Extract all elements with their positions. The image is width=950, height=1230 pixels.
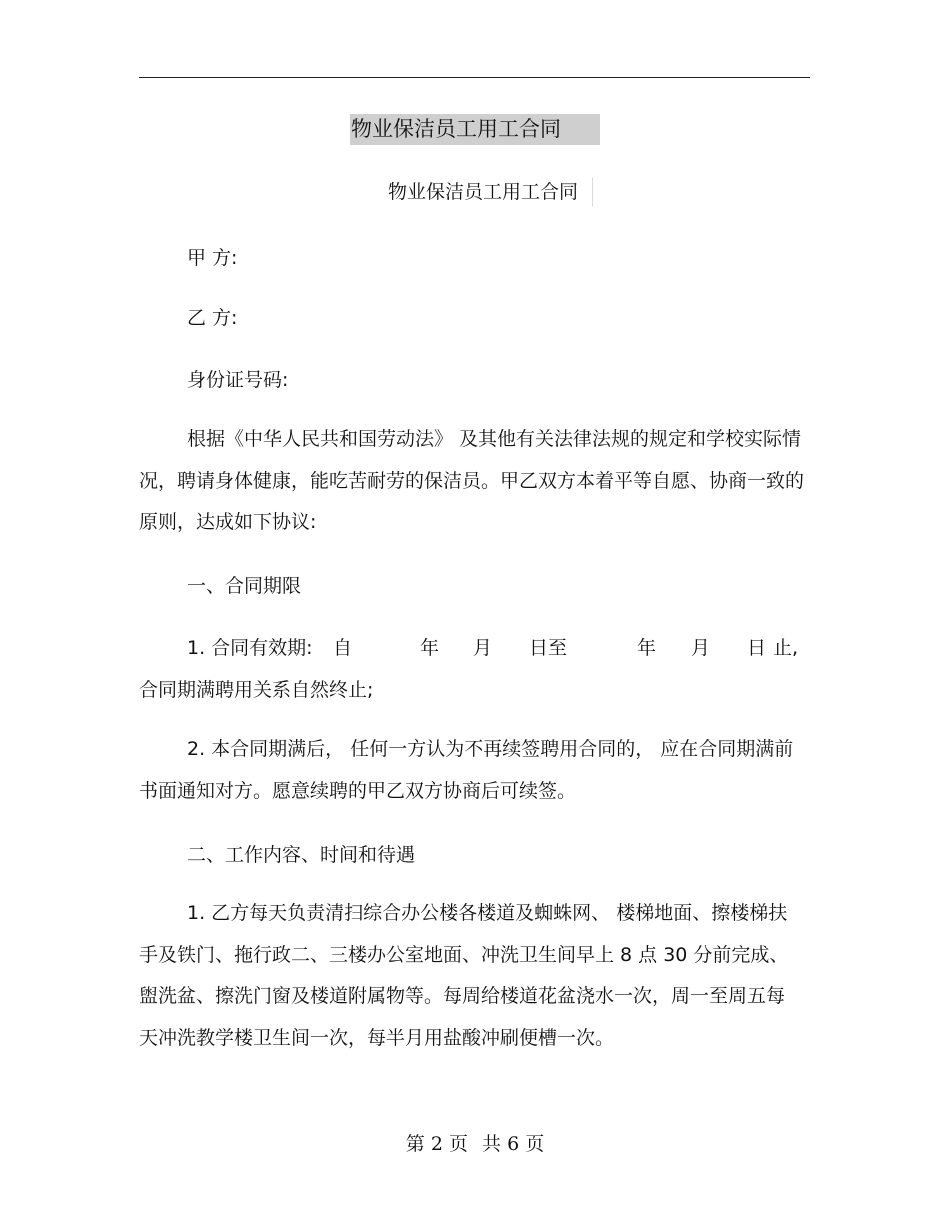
page-footer xyxy=(0,1130,950,1158)
footer-total-word: 共 xyxy=(482,1133,502,1155)
id-number-label: 身份证号码: xyxy=(187,369,289,391)
period-prefix: 1. 合同有效期: xyxy=(187,637,313,659)
period-month-1: 月 xyxy=(473,637,493,659)
party-b-label: 乙 方: xyxy=(187,307,238,329)
period-from: 自 xyxy=(333,637,353,659)
period-day-to: 日至 xyxy=(529,637,568,659)
clause-2-1 xyxy=(139,893,799,1059)
party-a-label: 甲 方: xyxy=(187,247,238,269)
clause-1-2 xyxy=(139,729,810,812)
footer-total-num: 6 xyxy=(507,1133,520,1155)
document-title: 物业保洁员工用工合同 xyxy=(350,114,600,145)
period-month-2: 月 xyxy=(691,637,711,659)
footer-total-unit: 页 xyxy=(525,1133,545,1155)
footer-page-num: 2 xyxy=(430,1133,443,1155)
contract-period-line xyxy=(139,634,810,662)
period-continuation: 合同期满聘用关系自然终止; xyxy=(139,679,374,701)
period-day-end: 日 xyxy=(747,637,767,659)
intro-paragraph xyxy=(139,419,810,544)
section-1-heading: 一、合同期限 xyxy=(187,575,302,597)
document-subtitle: 物业保洁员工用工合同 xyxy=(388,178,593,206)
period-year-2: 年 xyxy=(637,637,657,659)
period-end: 止, xyxy=(773,637,799,659)
period-year-1: 年 xyxy=(420,637,440,659)
section-2-heading: 二、工作内容、时间和待遇 xyxy=(187,844,416,866)
footer-page-word: 第 xyxy=(405,1133,425,1155)
header-rule xyxy=(139,77,810,78)
clause-1-2-text: 2. 本合同期满后， 任何一方认为不再续签聘用合同的， 应在合同期满前书面通知对方。愿意续聘的甲乙双方协商后可续签。 xyxy=(139,738,794,802)
intro-text: 根据《中华人民共和国劳动法》 及其他有关法律法规的规定和学校实际情况，聘请身体健康，能吃苦耐劳的保洁员。甲乙双方本着平等自愿、协商一致的原则，达成如下协议: xyxy=(139,428,805,533)
footer-page-unit: 页 xyxy=(448,1133,468,1155)
clause-2-1-text: 1. 乙方每天负责清扫综合办公楼各楼道及蜘蛛网、 楼梯地面、擦楼梯扶手及铁门、拖行政二、三楼办公室地面、冲洗卫生间早上 8 点 30 分前完成、盥洗盆、擦洗门窗及楼道附属物等。每周给楼道花盆浇水一次，周一至周五每天冲洗教学楼卫生间一次，每半月用盐酸冲刷便槽一次。 xyxy=(139,902,789,1049)
